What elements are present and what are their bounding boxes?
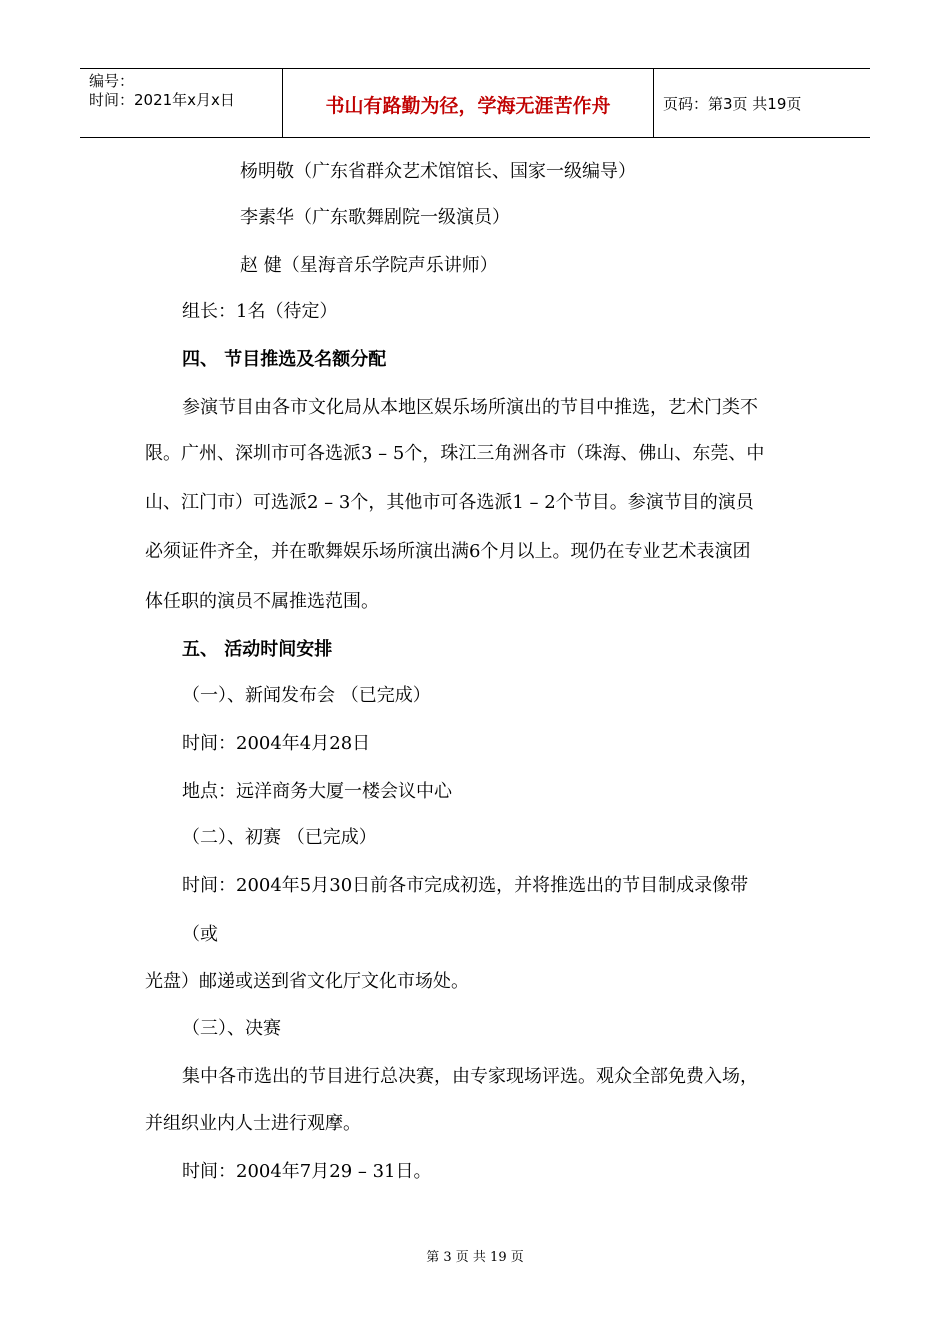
- number-label: 编号：: [89, 72, 135, 90]
- page-footer: 第 3 页 共 19 页: [426, 1250, 524, 1265]
- time-label: 时间：2021年x月x日: [89, 91, 235, 109]
- subsection-2-heading: （二）、初赛 （已完成）: [182, 827, 377, 848]
- header-middle-cell: [282, 69, 654, 137]
- time-line-1: 时间：2004年4月28日: [182, 733, 371, 754]
- section-5-heading: 五、 活动时间安排: [182, 639, 333, 660]
- time-line-2: 时间：2004年5月30日前各市完成初选，并将推选出的节目制成录像带: [182, 875, 749, 896]
- continuation-line: （或: [182, 924, 218, 945]
- paragraph-line: 集中各市选出的节目进行总决赛，由专家现场评选。观众全部免费入场，: [182, 1066, 758, 1087]
- paragraph-line: 参演节目由各市文化局从本地区娱乐场所演出的节目中推选，艺术门类不: [182, 397, 758, 418]
- page-header: [80, 68, 870, 138]
- paragraph-line: 限。广州、深圳市可各选派3 – 5个，珠江三角洲各市（珠海、佛山、东莞、中: [145, 443, 765, 464]
- paragraph-line: 山、江门市）可选派2 – 3个，其他市可各选派1 – 2个节目。参演节目的演员: [145, 492, 754, 513]
- continuation-line: 光盘）邮递或送到省文化厅文化市场处。: [145, 971, 469, 992]
- subsection-3-heading: （三）、决赛: [182, 1018, 281, 1039]
- judge-line-1: 杨明敬（广东省群众艺术馆馆长、国家一级编导）: [240, 161, 636, 182]
- time-line-3: 时间：2004年7月29 – 31日。: [182, 1161, 432, 1182]
- paragraph-line: 必须证件齐全，并在歌舞娱乐场所演出满6个月以上。现仍在专业艺术表演团: [145, 541, 751, 562]
- judge-line-2: 李素华（广东歌舞剧院一级演员）: [240, 207, 510, 228]
- header-left-cell: [80, 69, 282, 137]
- header-page-label: 页码：第3页 共19页: [663, 95, 802, 113]
- paragraph-line: 体任职的演员不属推选范围。: [145, 591, 379, 612]
- header-right-cell: [654, 69, 870, 137]
- section-4-heading: 四、 节目推选及名额分配: [182, 349, 387, 370]
- location-line: 地点：远洋商务大厦一楼会议中心: [182, 781, 452, 802]
- group-leader-line: 组长：1名（待定）: [182, 301, 338, 322]
- judge-line-3: 赵 健（星海音乐学院声乐讲师）: [240, 255, 498, 276]
- header-motto: 书山有路勤为径，学海无涯苦作舟: [325, 95, 611, 117]
- paragraph-line: 并组织业内人士进行观摩。: [145, 1113, 361, 1134]
- subsection-1-heading: （一）、新闻发布会 （已完成）: [182, 685, 431, 706]
